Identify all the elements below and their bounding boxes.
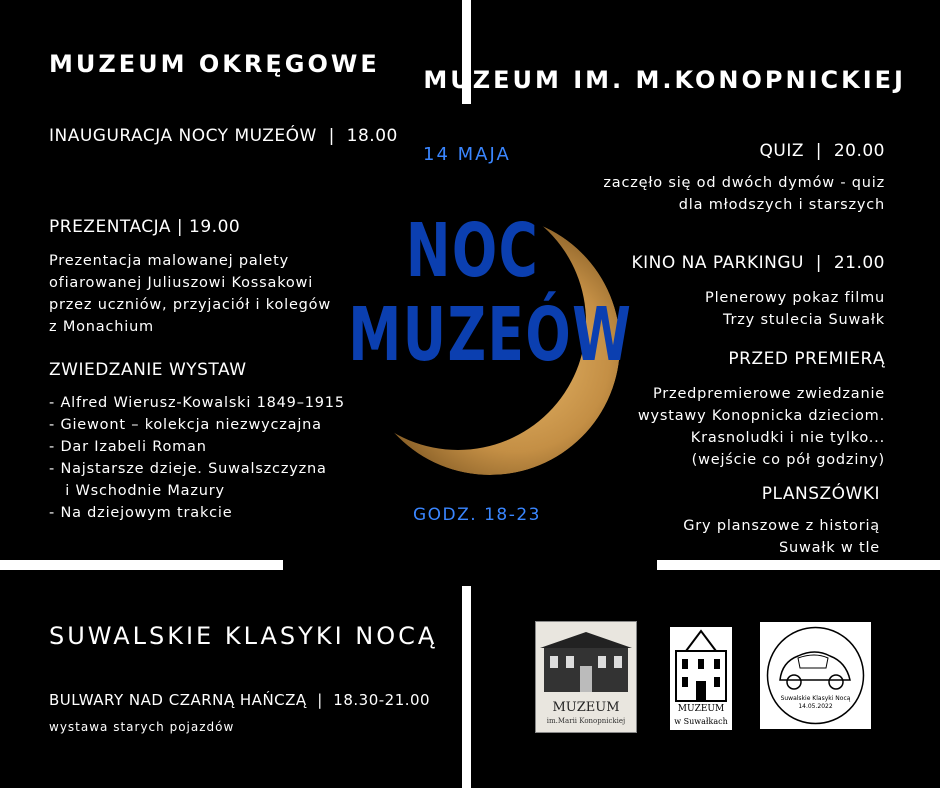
premiere-title: PRZED PREMIERĄ bbox=[728, 349, 885, 369]
cinema-title: KINO NA PARKINGU | 21.00 bbox=[631, 253, 885, 273]
divider-left-horizontal bbox=[0, 560, 283, 570]
building-icon bbox=[670, 627, 732, 702]
quiz-line: dla młodszych i starszych bbox=[678, 197, 885, 213]
bottom-section-title: SUWALSKIE KLASYKI NOCĄ bbox=[49, 622, 438, 650]
bottom-event-title: BULWARY NAD CZARNĄ HAŃCZĄ | 18.30-21.00 bbox=[49, 691, 431, 709]
premiere-line: Krasnoludki i nie tylko... bbox=[690, 430, 885, 446]
klasyki-event-logo bbox=[760, 622, 871, 729]
premiere-description bbox=[638, 383, 885, 471]
suwalki-museum-logo bbox=[670, 627, 732, 730]
presentation-description bbox=[49, 250, 331, 338]
premiere-line: Przedpremierowe zwiedzanie bbox=[653, 386, 885, 402]
boardgames-description bbox=[683, 515, 880, 559]
presentation-line: Prezentacja malowanej palety bbox=[49, 253, 289, 269]
bottom-event-description: wystawa starych pojazdów bbox=[49, 720, 235, 734]
suwalki-logo-line2: w Suwałkach bbox=[674, 717, 728, 726]
list-item: - Giewont – kolekcja niezwyczajna bbox=[49, 417, 322, 433]
cinema-line: Plenerowy pokaz filmu bbox=[705, 290, 885, 306]
klasyki-logo-line1: Suwalskie Klasyki Nocą bbox=[780, 695, 851, 702]
konopnicka-logo-line2: im.Marii Konopnickiej bbox=[546, 717, 626, 725]
divider-right-horizontal bbox=[657, 560, 940, 570]
presentation-line: ofiarowanej Juliuszowi Kossakowi bbox=[49, 275, 314, 291]
boardgames-line: Gry planszowe z historią bbox=[683, 518, 880, 534]
boardgames-line: Suwałk w tle bbox=[779, 540, 880, 556]
event-hours: GODZ. 18-23 bbox=[413, 505, 541, 525]
event-date: 14 MAJA bbox=[423, 144, 511, 165]
presentation-line: przez uczniów, przyjaciół i kolegów bbox=[49, 297, 332, 313]
classic-car-icon bbox=[760, 622, 871, 729]
konopnicka-museum-logo bbox=[535, 621, 637, 733]
suwalki-logo-line1: MUZEUM bbox=[677, 704, 725, 714]
presentation-title: PREZENTACJA | 19.00 bbox=[49, 217, 241, 237]
left-section-title: MUZEUM OKRĘGOWE bbox=[49, 50, 380, 78]
quiz-title: QUIZ | 20.00 bbox=[759, 141, 885, 161]
presentation-line: z Monachium bbox=[49, 319, 154, 335]
main-title-line1: NOC bbox=[405, 208, 540, 294]
inauguration-title: INAUGURACJA NOCY MUZEÓW | 18.00 bbox=[49, 126, 398, 146]
list-item: - Na dziejowym trakcie bbox=[49, 505, 233, 521]
list-item: - Alfred Wierusz-Kowalski 1849–1915 bbox=[49, 395, 345, 411]
cinema-line: Trzy stulecia Suwałk bbox=[722, 312, 885, 328]
cinema-description bbox=[705, 287, 885, 331]
konopnicka-logo-line1: MUZEUM bbox=[552, 700, 620, 715]
quiz-line: zaczęło się od dwóch dymów - quiz bbox=[603, 175, 885, 191]
premiere-line: wystawy Konopnicka dzieciom. bbox=[637, 408, 885, 424]
list-item: - Najstarsze dzieje. Suwalszczyzna bbox=[49, 461, 327, 477]
exhibitions-list bbox=[49, 392, 345, 524]
main-title-line2: MUZEÓW bbox=[348, 292, 633, 378]
building-icon bbox=[536, 626, 636, 696]
list-item: i Wschodnie Mazury bbox=[49, 483, 225, 499]
divider-bottom-vertical bbox=[462, 586, 471, 788]
premiere-line: (wejście co pół godziny) bbox=[691, 452, 885, 468]
quiz-description bbox=[603, 172, 885, 216]
right-section-title: MUZEUM IM. M.KONOPNICKIEJ bbox=[423, 66, 906, 94]
list-item: - Dar Izabeli Roman bbox=[49, 439, 207, 455]
boardgames-title: PLANSZÓWKI bbox=[761, 484, 880, 504]
klasyki-logo-line2: 14.05.2022 bbox=[798, 703, 833, 710]
exhibitions-title: ZWIEDZANIE WYSTAW bbox=[49, 360, 247, 380]
